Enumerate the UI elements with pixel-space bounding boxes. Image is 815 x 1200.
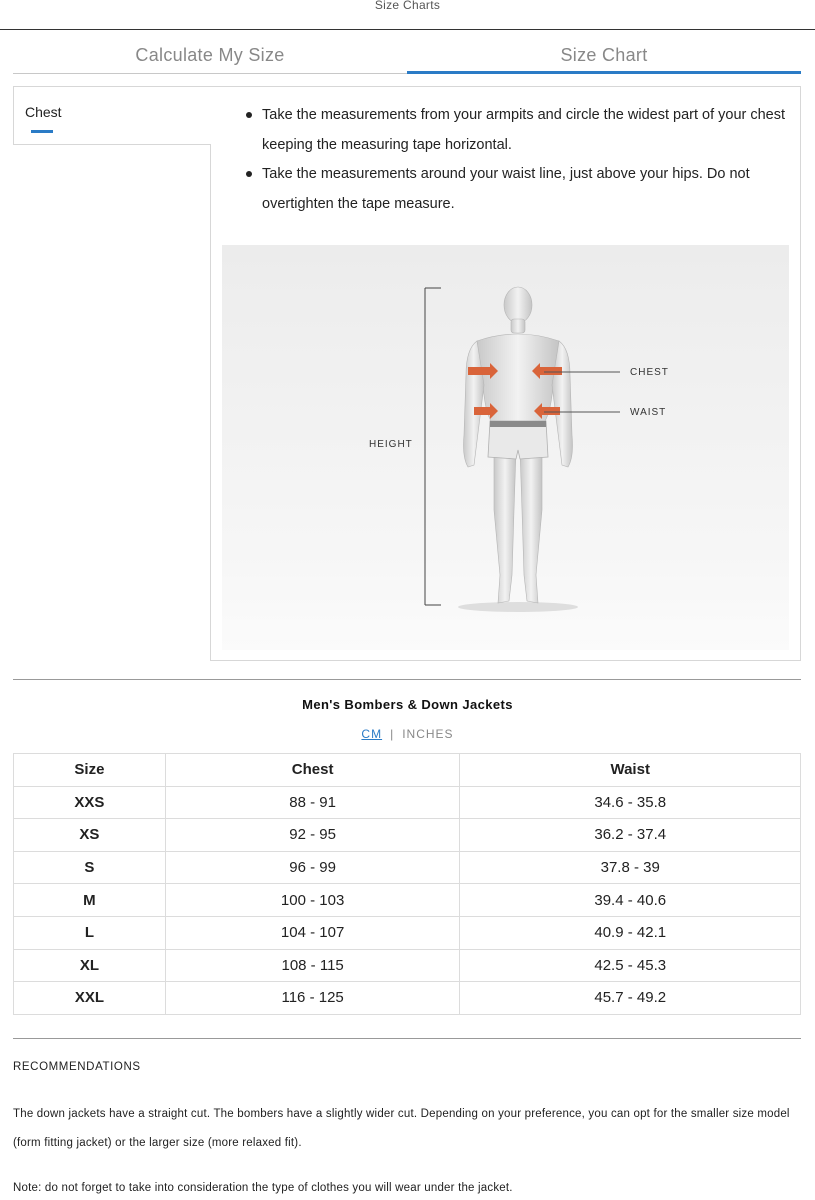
recommendations-body: The down jackets have a straight cut. The bombers have a slightly wider cut. Depending on your preference, you can opt for the smaller size model (form fitting jacket) or the larger size (more relaxed fit). <box>13 1108 790 1149</box>
tab-calculate-my-size[interactable]: Calculate My Size <box>13 40 407 74</box>
unit-cm-link[interactable]: CM <box>361 727 383 741</box>
instruction-item: Take the measurements around your waist line, just above your hips. Do not overtighten the tape measure. <box>246 160 796 219</box>
table-row <box>14 949 801 982</box>
unit-switcher <box>0 727 815 741</box>
cell-waist: 42.5 - 45.3 <box>460 949 801 982</box>
unit-inches-link[interactable]: INCHES <box>402 727 454 741</box>
cell-chest: 92 - 95 <box>165 819 460 852</box>
table-row <box>14 916 801 949</box>
recommendations-heading: RECOMMENDATIONS <box>13 1061 141 1073</box>
instruction-item: Take the measurements from your armpits and circle the widest part of your chest keeping the measuring tape horizontal. <box>246 101 796 160</box>
cell-size: XL <box>14 949 166 982</box>
chest-label: CHEST <box>630 367 669 378</box>
tab-size-chart[interactable]: Size Chart <box>407 40 801 74</box>
page-title: Size Charts <box>374 0 441 12</box>
cell-size: S <box>14 851 166 884</box>
waist-label: WAIST <box>630 407 667 418</box>
body-measurement-figure <box>222 245 789 650</box>
table-row <box>14 884 801 917</box>
header-waist: Waist <box>460 754 801 787</box>
cell-size: XS <box>14 819 166 852</box>
table-row <box>14 786 801 819</box>
table-title: Men's Bombers & Down Jackets <box>302 697 513 712</box>
cell-waist: 40.9 - 42.1 <box>460 916 801 949</box>
unit-separator: | <box>390 727 395 741</box>
cell-size: M <box>14 884 166 917</box>
cell-chest: 96 - 99 <box>165 851 460 884</box>
section-divider <box>13 679 801 680</box>
measure-tab-chest[interactable] <box>13 86 211 145</box>
instructions-list <box>246 101 796 219</box>
active-indicator <box>31 130 53 133</box>
header-size: Size <box>14 754 166 787</box>
cell-chest: 104 - 107 <box>165 916 460 949</box>
cell-waist: 34.6 - 35.8 <box>460 786 801 819</box>
body-figure-illustration <box>222 245 789 650</box>
section-divider <box>13 1038 801 1039</box>
cell-waist: 45.7 - 49.2 <box>460 982 801 1015</box>
size-table <box>13 753 801 1015</box>
measure-tab-label: Chest <box>25 104 62 120</box>
recommendations-note: Note: do not forget to take into consideration the type of clothes you will wear under the jacket. <box>13 1182 513 1194</box>
cell-chest: 88 - 91 <box>165 786 460 819</box>
cell-waist: 36.2 - 37.4 <box>460 819 801 852</box>
cell-size: XXL <box>14 982 166 1015</box>
height-label: HEIGHT <box>369 439 413 450</box>
tab-bar <box>13 40 801 74</box>
page-header <box>0 0 815 30</box>
cell-size: L <box>14 916 166 949</box>
cell-waist: 37.8 - 39 <box>460 851 801 884</box>
table-header-row <box>14 754 801 787</box>
table-row <box>14 851 801 884</box>
table-row <box>14 982 801 1015</box>
cell-chest: 100 - 103 <box>165 884 460 917</box>
table-row <box>14 819 801 852</box>
cell-chest: 108 - 115 <box>165 949 460 982</box>
cell-chest: 116 - 125 <box>165 982 460 1015</box>
cell-waist: 39.4 - 40.6 <box>460 884 801 917</box>
header-chest: Chest <box>165 754 460 787</box>
cell-size: XXS <box>14 786 166 819</box>
